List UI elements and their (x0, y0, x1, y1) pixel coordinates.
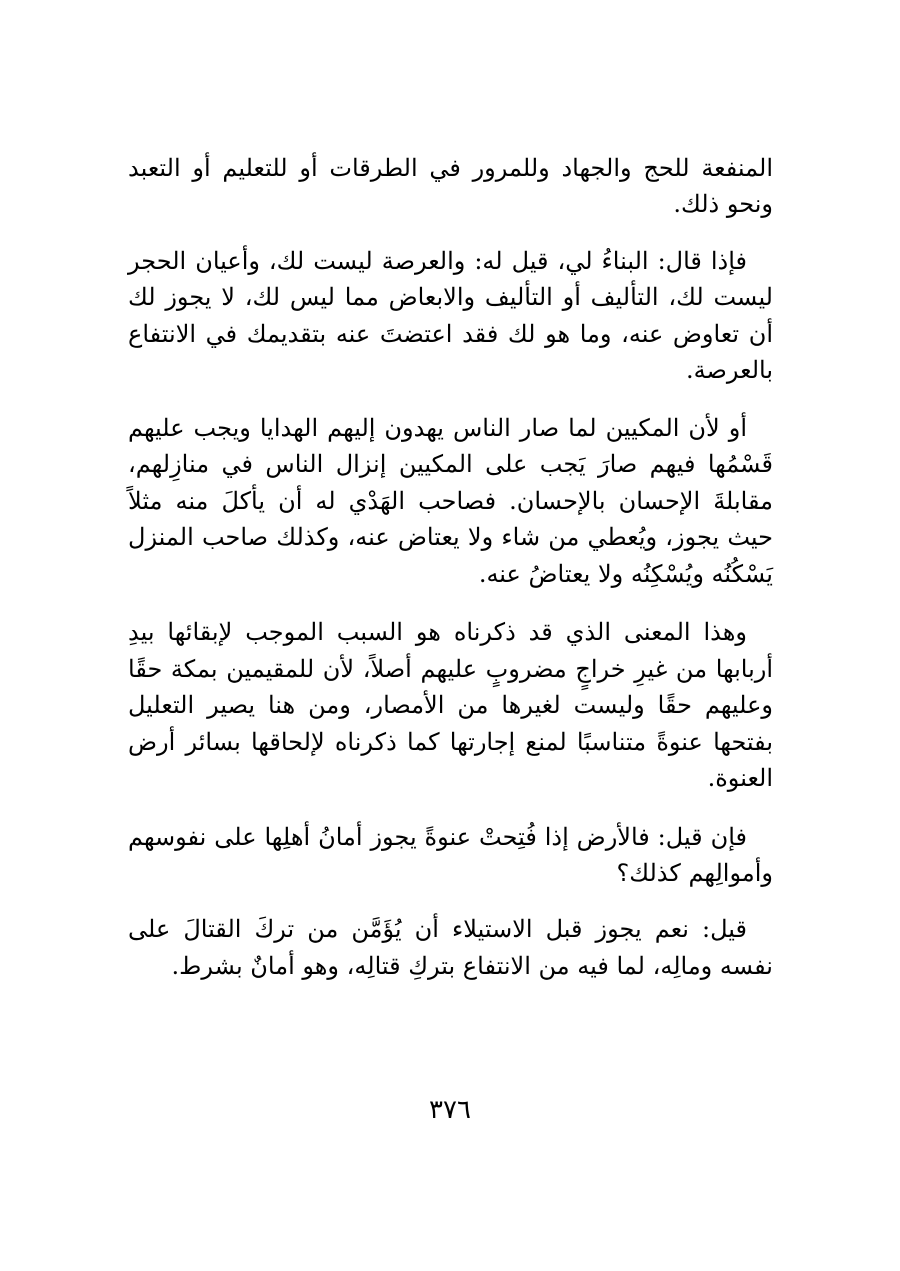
paragraph-6: قيل: نعم يجوز قبل الاستيلاء أن يُؤَمَّن من تركَ القتالَ على نفسه ومالِه، لما فيه من الانتفاع بتركِ قتالِه، وهو أمانٌ بشرط. (128, 915, 773, 980)
paragraph-3: أو لأن المكيين لما صار الناس يهدون إليهم الهدايا ويجب عليهم قَسْمُها فيهم صارَ يَجب على المكيين إنزال الناس في منازِلهم، مقابلةَ الإحسان بالإحسان. فصاحب الهَدْي له أن يأكلَ منه مثلاً حيث يجوز، ويُعطي من شاء ولا يعتاض عنه، وكذلك صاحب المنزل يَسْكُنُه ويُسْكِنُه ولا يعتاضُ عنه. (128, 413, 773, 588)
paragraph-4: وهذا المعنى الذي قد ذكرناه هو السبب الموجب لإبقائها بيدِ أربابها من غيرِ خراجٍ مضروبٍ عليهم أصلاً، لأن للمقيمين بمكة حقًا وعليهم حقًا وليست لغيرها من الأمصار، ومن هنا يصير التعليل بفتحها عنوةً متناسبًا لمنع إجارتها كما ذكرناه لإلحاقها بسائر أرض العنوة. (128, 618, 773, 793)
paragraph-1: المنفعة للحج والجهاد وللمرور في الطرقات أو للتعليم أو التعبد ونحو ذلك. (128, 154, 773, 219)
paragraph-2: فإذا قال: البناءُ لي، قيل له: والعرصة ليست لك، وأعيان الحجر ليست لك، التأليف أو التأليف والابعاض مما ليس لك، لا يجوز لك أن تعاوض عنه، وما هو لك فقد اعتضتَ عنه بتقديمك في الانتفاع بالعرصة. (128, 246, 773, 385)
page-body (128, 150, 773, 984)
paragraph-5: فإن قيل: فالأرض إذا فُتِحتْ عنوةً يجوز أمانُ أهلِها على نفوسهم وأموالِهم كذلك؟ (128, 822, 773, 887)
page-number: ٣٧٦ (429, 1095, 471, 1125)
